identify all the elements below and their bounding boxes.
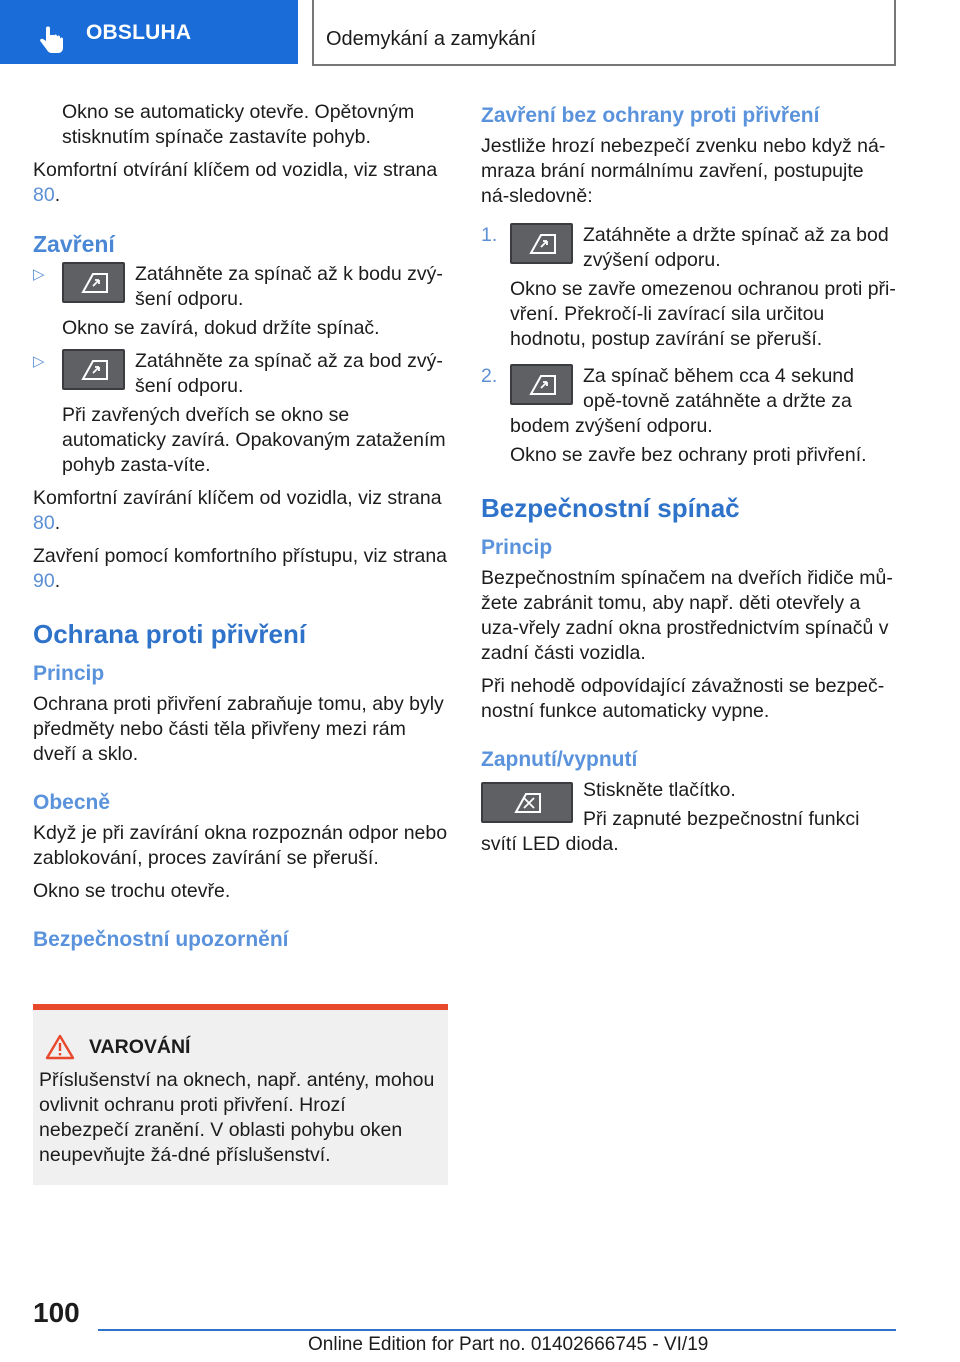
paragraph: Jestliže hrozí nebezpečí zvenku nebo když ná‐mraza brání normálnímu zavření, postupujte ná‐sledovně: — [481, 135, 886, 207]
left-column — [33, 100, 448, 958]
triangle-bullet-icon: ▷ — [33, 353, 45, 370]
section-tab — [0, 0, 298, 64]
section-label: OBSLUHA — [86, 21, 192, 44]
warning-title: VAROVÁNÍ — [89, 1035, 191, 1058]
warning-header — [39, 1034, 438, 1060]
paragraph: Zavření pomocí komfortního přístupu, viz strana 90. — [33, 545, 448, 592]
heading-principle: Princip — [481, 536, 553, 559]
warning-triangle-icon — [45, 1034, 75, 1060]
footer-rule — [98, 1329, 896, 1331]
heading-no-pinch: Zavření bez ochrany proti přivření — [481, 104, 820, 127]
window-switch-icon — [62, 262, 125, 303]
hand-pointer-icon — [38, 26, 64, 54]
numbered-step — [481, 364, 896, 439]
safety-switch-icon — [481, 782, 573, 823]
window-switch-icon — [510, 364, 573, 405]
page-link[interactable]: 80 — [33, 512, 55, 534]
triangle-bullet-icon: ▷ — [33, 266, 45, 283]
step-item — [33, 262, 448, 312]
paragraph: Okno se zavře omezenou ochranou proti při‐vření. Překročí-li zavírací sila určitou hodnotu, postup zavírání se přeruší. — [510, 278, 896, 350]
step-text: Za spínač během cca 4 sekund opě‐tovně zatáhněte a držte za bodem zvýšení odporu. — [510, 365, 854, 437]
paragraph: Při zavřených dveřích se okno se automaticky zavírá. Opakovaným zatažením pohyb zasta‐víte. — [62, 404, 446, 476]
paragraph: Komfortní otvírání klíčem od vozidla, viz strana 80. — [33, 159, 438, 206]
paragraph: Když je při zavírání okna rozpoznán odpor nebo zablokování, proces zavírání se přeruší. — [33, 822, 448, 869]
paragraph: Při zapnuté bezpečnostní funkci svítí LED dioda. — [481, 808, 860, 855]
paragraph: Okno se trochu otevře. — [33, 880, 231, 902]
right-column — [481, 100, 896, 865]
step-number: 1. — [481, 224, 498, 246]
step-text: Zatáhněte a držte spínač až za bod zvýšení odporu. — [583, 224, 889, 271]
numbered-step — [481, 223, 896, 273]
window-switch-icon — [510, 223, 573, 264]
paragraph: Okno se automaticky otevře. Opětovným stisknutím spínače zastavíte pohyb. — [62, 101, 415, 148]
heading-closing: Zavření — [33, 231, 115, 257]
paragraph: Okno se zavře bez ochrany proti přivření. — [510, 444, 867, 466]
heading-on-off: Zapnutí/vypnutí — [481, 748, 638, 771]
step-item — [33, 349, 448, 399]
window-switch-icon — [62, 349, 125, 390]
page-title: Odemykání a zamykání — [326, 28, 537, 50]
paragraph: Stiskněte tlačítko. — [583, 779, 736, 801]
paragraph: Při nehodě odpovídající závažnosti se bezpeč‐nostní funkce automaticky vypne. — [481, 675, 885, 722]
paragraph: Ochrana proti přivření zabraňuje tomu, aby byly předměty nebo části těla přivřeny mezi rám dveří a sklo. — [33, 693, 444, 765]
footer-edition: Online Edition for Part no. 01402666745 - VI/19 — [308, 1334, 709, 1355]
warning-box — [33, 1004, 448, 1185]
paragraph: Komfortní zavírání klíčem od vozidla, viz strana 80. — [33, 487, 442, 534]
page-link[interactable]: 90 — [33, 570, 55, 592]
step-text: Zatáhněte za spínač až k bodu zvý‐šení odporu. — [135, 263, 443, 310]
heading-pinch-protection: Ochrana proti přivření — [33, 619, 307, 649]
step-number: 2. — [481, 365, 498, 387]
page-link[interactable]: 80 — [33, 184, 55, 206]
heading-safety: Bezpečnostní upozornění — [33, 928, 289, 951]
paragraph: Okno se zavírá, dokud držíte spínač. — [62, 317, 380, 339]
step-text: Zatáhněte za spínač až za bod zvý‐šení odporu. — [135, 350, 443, 397]
heading-general: Obecně — [33, 791, 111, 814]
page-number: 100 — [33, 1297, 80, 1328]
warning-text: Příslušenství na oknech, např. antény, mohou ovlivnit ochranu proti přivření. Hrozí nebezpečí zranění. V oblasti pohybu oken neupevňujte žá‐dné příslušenství. — [39, 1069, 435, 1166]
on-off-block — [481, 778, 896, 857]
heading-principle: Princip — [33, 662, 105, 685]
paragraph: Bezpečnostním spínačem na dveřích řidiče mů‐žete zabránit tomu, aby např. děti otevřely a uza‐vřely zadní okna prostřednictvím spínačů v zadní části vozidla. — [481, 567, 893, 664]
heading-safety-switch: Bezpečnostní spínač — [481, 493, 740, 523]
